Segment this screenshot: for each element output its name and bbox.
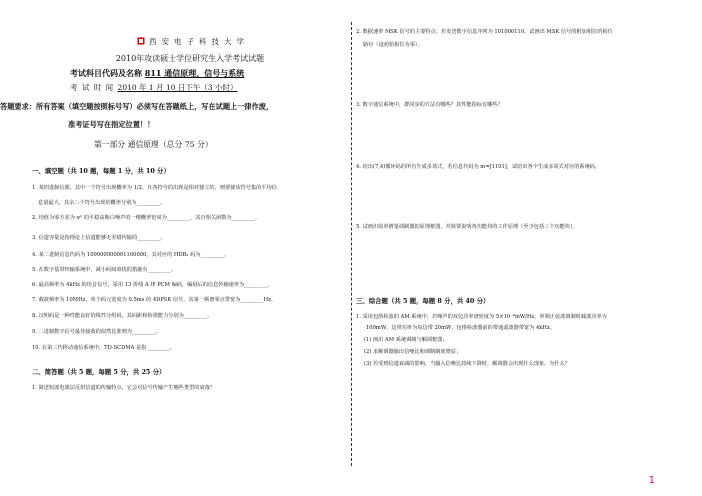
page-number: 1	[648, 475, 655, 486]
s2-q5: 5. 试画出简单增量调制器的原理框图，并简要说明各功能块的工作原理（至少包括三个功能块）。	[356, 224, 578, 230]
s3-q1-line2: 100mW，边带功率为每边带 20mW，包络检波器前的带通滤波器带宽为 4kHz。	[366, 325, 555, 331]
s1-q10: 10. 在第三代移动通信系统中，TD-SCDMA 是指_________。	[32, 345, 175, 351]
subject-label: 考试科目代码及名称	[70, 68, 142, 78]
s1-q8: 8. 汉明码是一种性能良好的线性分组码，其码距和检错能力分别为_________。	[32, 313, 213, 319]
s3-q1-part2: (2) 求解调器输出信噪比和调制制度增益；	[364, 349, 462, 355]
s2-q1: 1. 简述短波电离层反射信道的传输特点，它会对信号传输产生哪些类型的衰落？	[32, 385, 215, 391]
section-3-title: 三、综合题（共 5 题，每题 8 分，共 40 分）	[356, 297, 490, 305]
notice-line-1: 答题要求：所有答案（填空题按照标号写）必须写在答题纸上，写在试题上一律作废，	[0, 102, 274, 111]
section-2-title: 二、简答题（共 5 题，每题 5 分，共 25 分）	[32, 368, 166, 376]
time-line	[32, 82, 348, 93]
university-text: 西安电子科技大学	[149, 37, 249, 46]
university-name	[38, 36, 348, 47]
s2-q3: 3. 数字通信系统中，群同步的方法有哪些？其性能指标有哪些？	[356, 102, 503, 108]
left-column	[32, 36, 348, 93]
exam-title: 2010年攻读硕士学位研究生入学考试试题	[115, 54, 265, 63]
subject-line	[32, 68, 348, 79]
time-value: 2010 年 1 月 10 日下午（3 小时）	[117, 83, 238, 92]
s2-q2-line1: 2. 数据速率 MSK 信号的主要特点；若发送数字信息序列为 101000110，试画出 MSK 信号的附加相位的相位	[356, 29, 613, 35]
s2-q2-line2: 路径（设初始相位为零）。	[363, 42, 423, 48]
s3-q1-part1: (1) 画出 AM 系统调制与解调框图；	[364, 337, 448, 343]
time-label: 考 试 时 间	[70, 83, 115, 92]
s1-q3: 3. 信道容量是指理论上信道能够无差错传输的_________。	[32, 235, 166, 241]
s2-q4: 4. 给出(7,4)循环码的所有生成多项式，若信息代码为 m=[1101]，试给出各个生成多项式对应的系统码。	[356, 164, 601, 170]
university-logo-icon	[137, 37, 145, 45]
section-1-title: 一、填空题（共 10 题，每题 1 分，共 10 分）	[32, 167, 170, 175]
s1-q1-line1: 1. 某四进制信源，其中一个符号出现概率为 1/2，且各符号的出现是相对独立的，则要使该符号集的平均信	[32, 185, 277, 191]
notice-line-2: 准考证号写在指定位置！！	[68, 120, 155, 129]
answer-requirements	[0, 98, 350, 134]
s3-q1-part3: (3) 若受到信道衰减的影响，当输入信噪比持续下降时，解调器会出现什么现象，为什么？	[364, 361, 571, 367]
part-title: 第一部分 通信原理（总分 75 分）	[94, 140, 213, 149]
s1-q6: 6. 最高频率为 4kHz 的语音信号，采用 13 折线 A 律 PCM 编码，编码后的信息传输速率为_________。	[32, 282, 273, 288]
s1-q2: 2. 均值为零方差为 σ² 的平稳高斯白噪声的一维概率密度为_________，其自相关函数为_________。	[32, 215, 261, 221]
s1-q4: 4. 某二进制信息代码为 100000000001100000，其对应的 HDB₃ 码为_________。	[32, 252, 230, 258]
s3-q1-line1: 1. 采用包络检波的 AM 系统中，若噪声的双边功率谱密度为 5×10⁻⁸mW/Hz，单频正弦波调制时载波功率为	[356, 314, 607, 320]
s1-q1-line2: 息量最大，其余三个符号出现的概率分别为_________。	[38, 200, 166, 206]
s1-q5: 5. 在数字基带传输系统中，减小码间串扰的措施有_________。	[32, 267, 177, 273]
column-divider	[351, 22, 352, 466]
exam-header	[32, 36, 348, 93]
s1-q7: 7. 载波频率为 10MHz，单个码元宽度为 0.5ms 的 4DPSK 信号，其第一频谱零点带宽为_________Hz。	[32, 297, 277, 303]
s1-q9: 9. 二进制数字信号最佳接收的似然比准则为_________。	[32, 329, 161, 335]
subject-value: 811 通信原理、信号与系统	[144, 68, 245, 78]
